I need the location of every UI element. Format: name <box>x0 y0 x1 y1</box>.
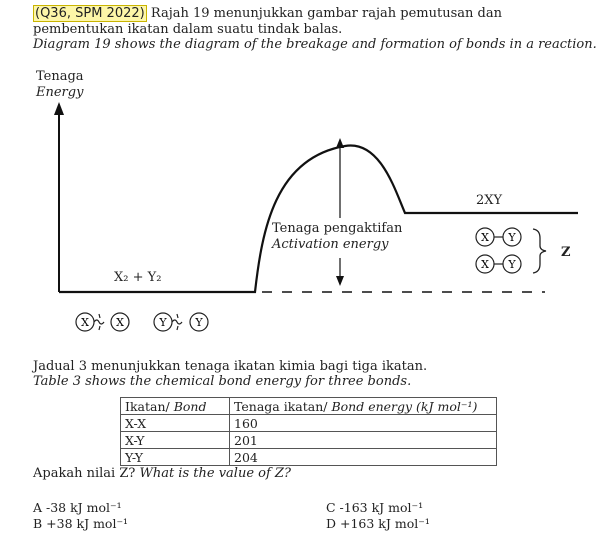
bond-cell: X-X <box>121 415 230 432</box>
energy-cell: 204 <box>230 449 497 466</box>
table-row <box>121 415 497 432</box>
product-molecule-1 <box>476 228 521 246</box>
energy-cell: 201 <box>230 432 497 449</box>
activation-arrowhead-up <box>336 138 344 148</box>
header-bond: Ikatan/ Bond <box>121 398 230 415</box>
table-header-row <box>121 398 497 415</box>
header-line3: Diagram 19 shows the diagram of the breakage and formation of bonds in a reaction. <box>33 37 597 52</box>
option-b[interactable]: B +38 kJ mol⁻¹ <box>33 516 129 531</box>
activation-label-ms: Tenaga pengaktifan <box>272 221 403 236</box>
svg-text:Y: Y <box>508 258 516 271</box>
svg-text:X: X <box>481 258 489 271</box>
option-c[interactable]: C -163 kJ mol⁻¹ <box>326 500 424 515</box>
header-energy: Tenaga ikatan/ Bond energy (kJ mol⁻¹) <box>230 398 497 415</box>
question-en: What is the value of Z? <box>139 466 291 481</box>
reactant-molecule-y2 <box>154 313 208 331</box>
energy-cell: 160 <box>230 415 497 432</box>
svg-text:X: X <box>116 316 124 329</box>
question-ms: Apakah nilai Z? <box>33 466 136 481</box>
option-a[interactable]: A -38 kJ mol⁻¹ <box>33 500 122 515</box>
brace-label: Z <box>561 245 571 260</box>
bond-energy-table <box>120 397 497 466</box>
header-line2: pembentukan ikatan dalam suatu tindak balas. <box>33 22 343 37</box>
table-row <box>121 449 497 466</box>
table-row <box>121 432 497 449</box>
product-label: 2XY <box>476 193 503 208</box>
y-label-ms: Tenaga <box>36 69 84 84</box>
header-line1: Rajah 19 menunjukkan gambar rajah pemutusan dan <box>150 6 502 21</box>
activation-arrowhead-down <box>336 276 344 286</box>
y-label-en: Energy <box>36 85 84 100</box>
svg-text:X: X <box>81 316 89 329</box>
svg-text:Y: Y <box>159 316 167 329</box>
brace-icon <box>533 229 546 273</box>
question-tag: (Q36, SPM 2022) <box>35 6 145 21</box>
option-d[interactable]: D +163 kJ mol⁻¹ <box>326 516 430 531</box>
svg-text:Y: Y <box>508 231 516 244</box>
activation-label-en: Activation energy <box>272 237 389 252</box>
table-intro-ms: Jadual 3 menunjukkan tenaga ikatan kimia bagi tiga ikatan. <box>33 359 428 374</box>
question-text <box>33 466 291 481</box>
bond-cell: X-Y <box>121 432 230 449</box>
y-axis-arrow <box>54 102 64 115</box>
table-intro-en: Table 3 shows the chemical bond energy for three bonds. <box>33 374 412 389</box>
reactant-molecule-x2 <box>76 313 129 331</box>
svg-text:Y: Y <box>195 316 203 329</box>
bond-cell: Y-Y <box>121 449 230 466</box>
product-molecule-2 <box>476 255 521 273</box>
reactants-label: X₂ + Y₂ <box>114 270 162 285</box>
svg-text:X: X <box>481 231 489 244</box>
blank-box-right <box>460 130 510 180</box>
